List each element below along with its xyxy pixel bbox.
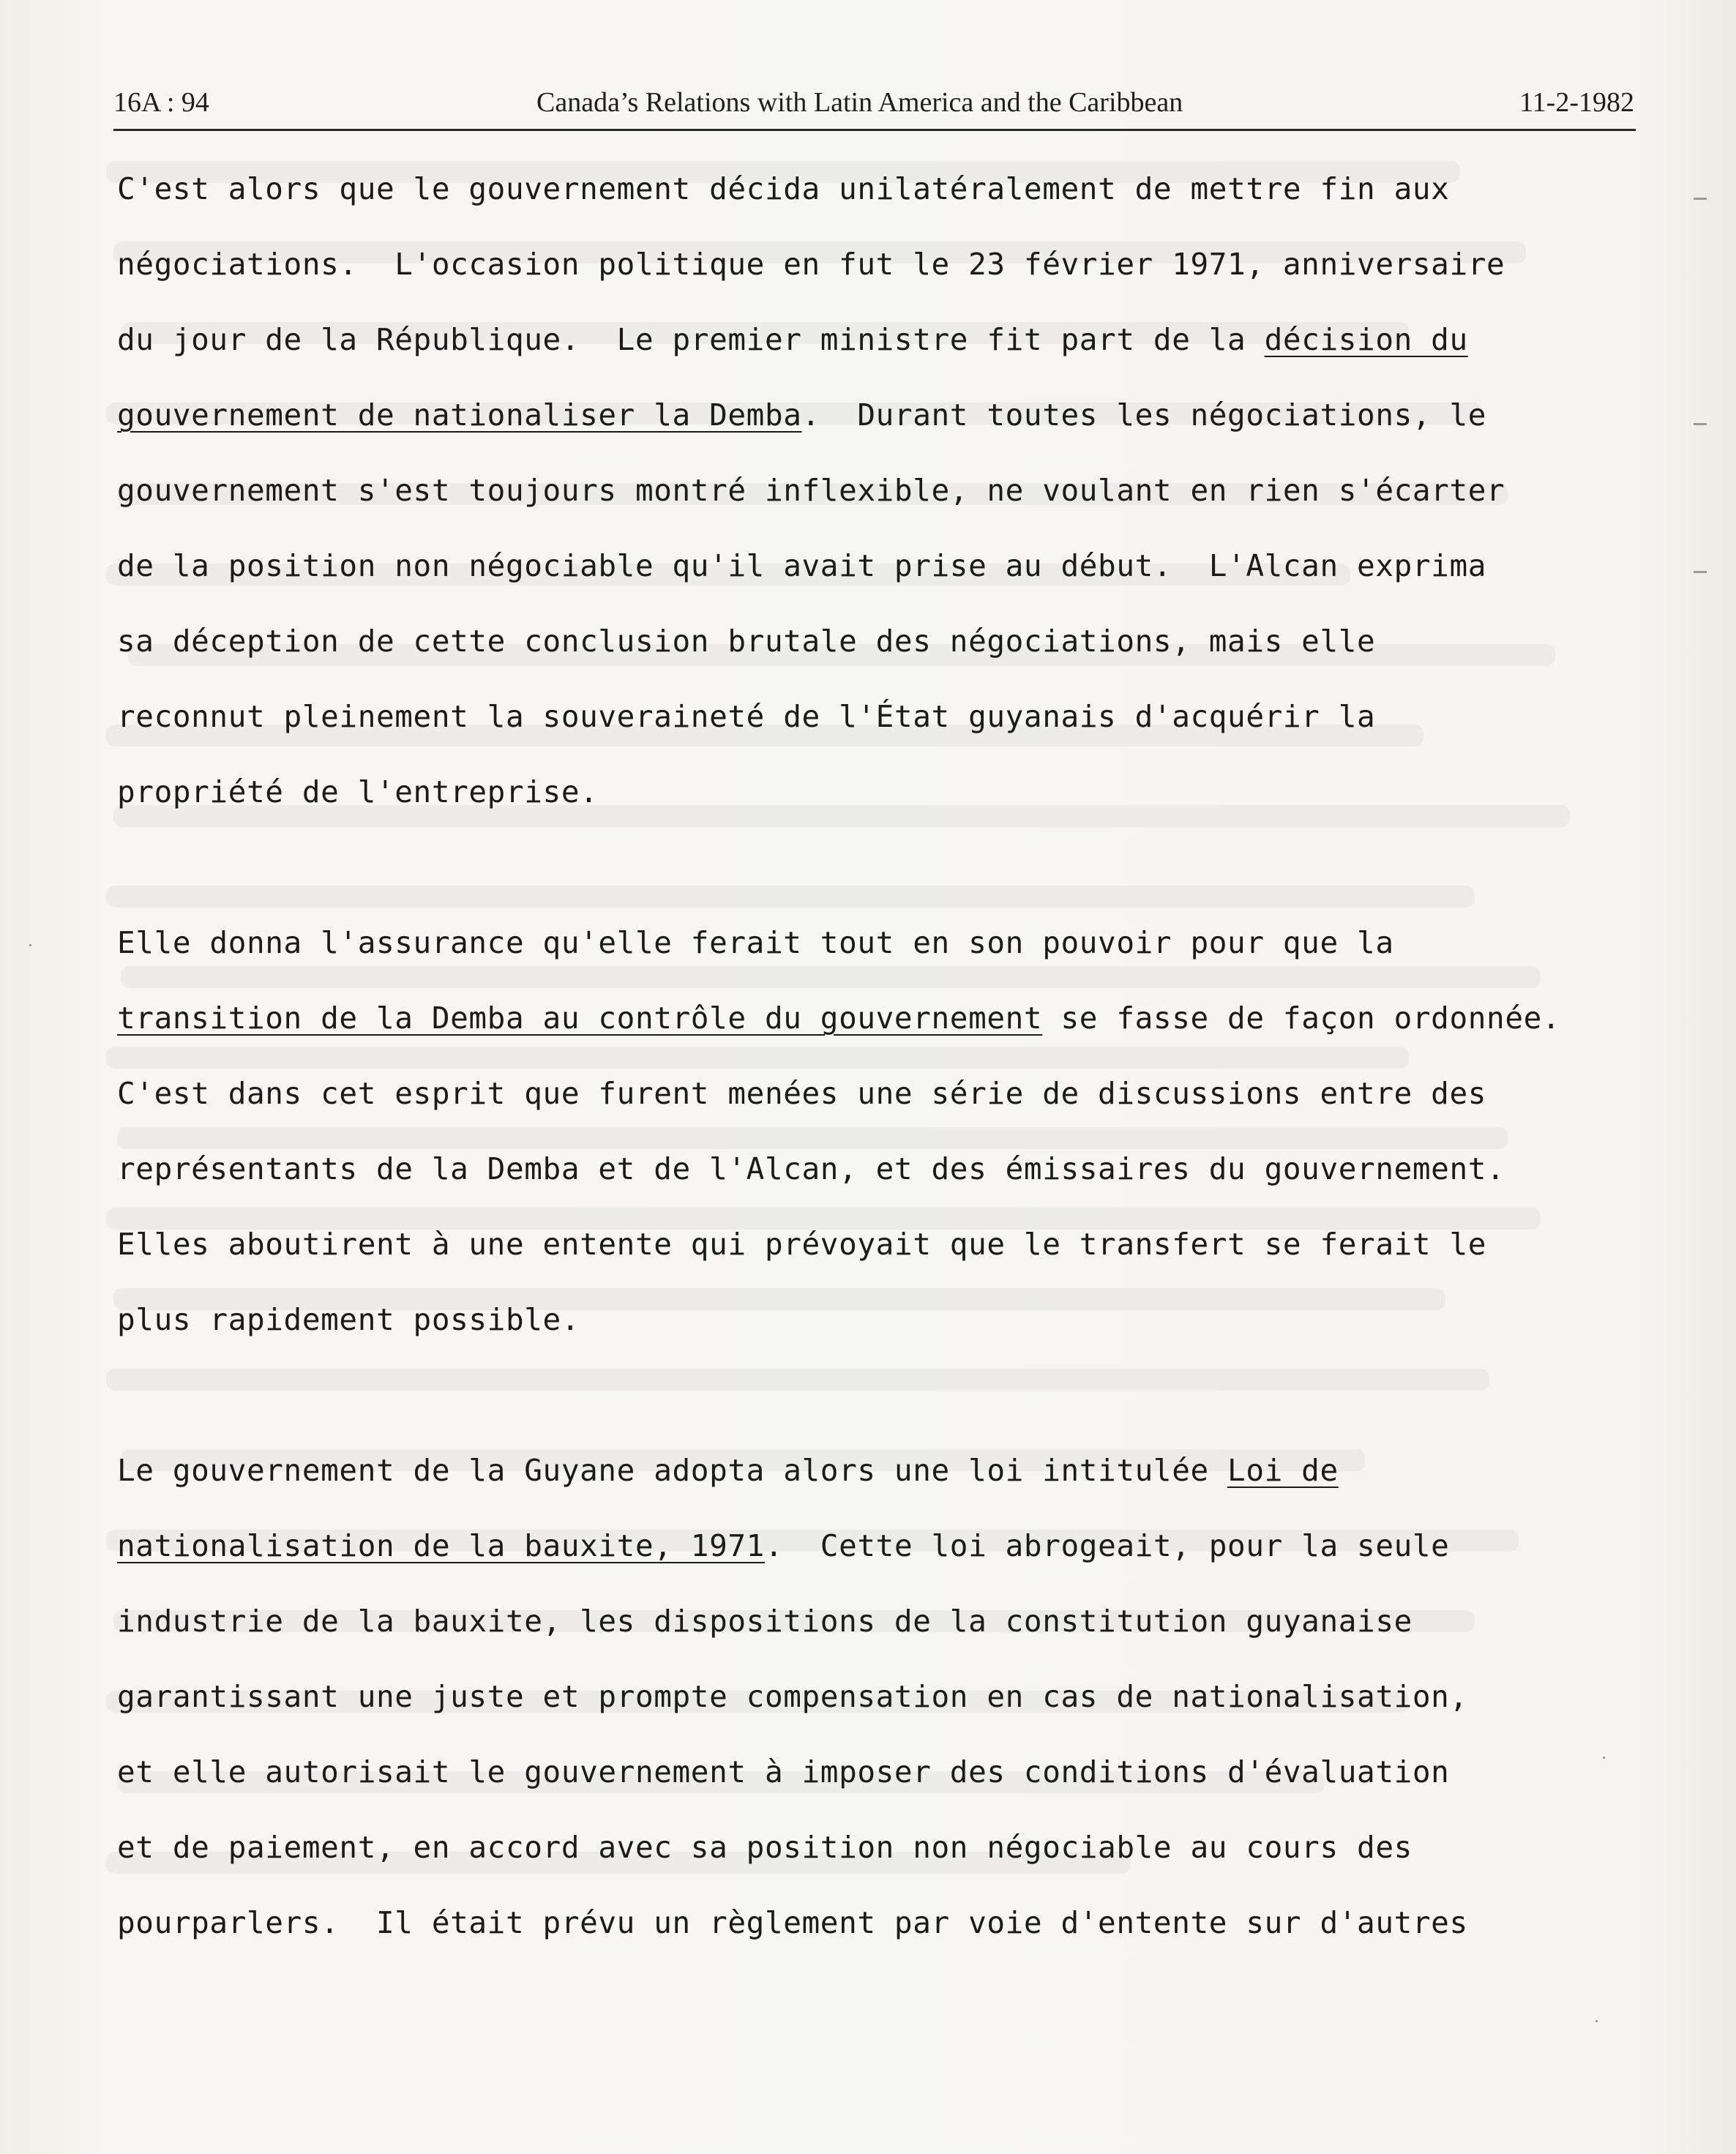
- underlined-phrase: décision du: [1264, 322, 1468, 357]
- margin-mark: [1694, 571, 1707, 573]
- underlined-phrase: Loi de: [1227, 1453, 1339, 1488]
- text-line: reconnut pleinement la souveraineté de l'État guyanais d'acquérir la: [117, 699, 1376, 734]
- header-rule: [113, 129, 1636, 131]
- body-text: [117, 167, 1625, 1976]
- paragraph: [117, 921, 1625, 1373]
- paragraph-gap: [117, 1373, 1625, 1448]
- text-line: plus rapidement possible.: [117, 1302, 580, 1337]
- text-line: pourparlers. Il était prévu un règlement par voie d'entente sur d'autres: [117, 1905, 1468, 1940]
- scan-speck: [1603, 1757, 1605, 1759]
- margin-mark: [1694, 198, 1707, 200]
- paragraph-gap: [117, 845, 1625, 921]
- header-date: 11-2-1982: [1519, 87, 1634, 118]
- text-line: de la position non négociable qu'il avait prise au début. L'Alcan exprima: [117, 548, 1487, 583]
- text-line: du jour de la République. Le premier ministre fit part de la décision du: [117, 322, 1468, 357]
- text-line: gouvernement s'est toujours montré inflexible, ne voulant en rien s'écarter: [117, 473, 1505, 508]
- running-title: Canada’s Relations with Latin America and the Caribbean: [536, 87, 1183, 118]
- paragraph: [117, 1448, 1625, 1976]
- text-line: transition de la Demba au contrôle du gouvernement se fasse de façon ordonnée.: [117, 1001, 1561, 1036]
- text-line: nationalisation de la bauxite, 1971. Cette loi abrogeait, pour la seule: [117, 1528, 1450, 1563]
- scan-speck: [1595, 2020, 1598, 2022]
- text-line: C'est alors que le gouvernement décida unilatéralement de mettre fin aux: [117, 171, 1450, 206]
- underlined-phrase: gouvernement de nationaliser la Demba: [117, 397, 802, 433]
- text-line: industrie de la bauxite, les dispositions de la constitution guyanaise: [117, 1604, 1413, 1639]
- text-line: Elle donna l'assurance qu'elle ferait tout en son pouvoir pour que la: [117, 925, 1394, 960]
- text-line: Elles aboutirent à une entente qui prévoyait que le transfert se ferait le: [117, 1227, 1487, 1262]
- paragraph: [117, 167, 1625, 845]
- page-number: 16A : 94: [113, 87, 209, 118]
- text-line: représentants de la Demba et de l'Alcan, et des émissaires du gouvernement.: [117, 1151, 1505, 1186]
- text-line: gouvernement de nationaliser la Demba. Durant toutes les négociations, le: [117, 397, 1487, 433]
- text-line: négociations. L'occasion politique en fut le 23 février 1971, anniversaire: [117, 247, 1505, 282]
- underlined-phrase: nationalisation de la bauxite, 1971: [117, 1528, 765, 1563]
- text-line: et de paiement, en accord avec sa position non négociable au cours des: [117, 1830, 1413, 1865]
- text-line: C'est dans cet esprit que furent menées une série de discussions entre des: [117, 1076, 1487, 1111]
- text-line: Le gouvernement de la Guyane adopta alors une loi intitulée Loi de: [117, 1453, 1339, 1488]
- running-header: [113, 86, 1634, 130]
- margin-mark: [1694, 423, 1707, 425]
- text-line: garantissant une juste et prompte compensation en cas de nationalisation,: [117, 1679, 1468, 1714]
- text-line: et elle autorisait le gouvernement à imposer des conditions d'évaluation: [117, 1754, 1450, 1790]
- scan-speck: [29, 944, 31, 946]
- text-line: sa déception de cette conclusion brutale des négociations, mais elle: [117, 624, 1376, 659]
- underlined-phrase: transition de la Demba au contrôle du gouvernement: [117, 1001, 1043, 1036]
- text-line: propriété de l'entreprise.: [117, 774, 599, 809]
